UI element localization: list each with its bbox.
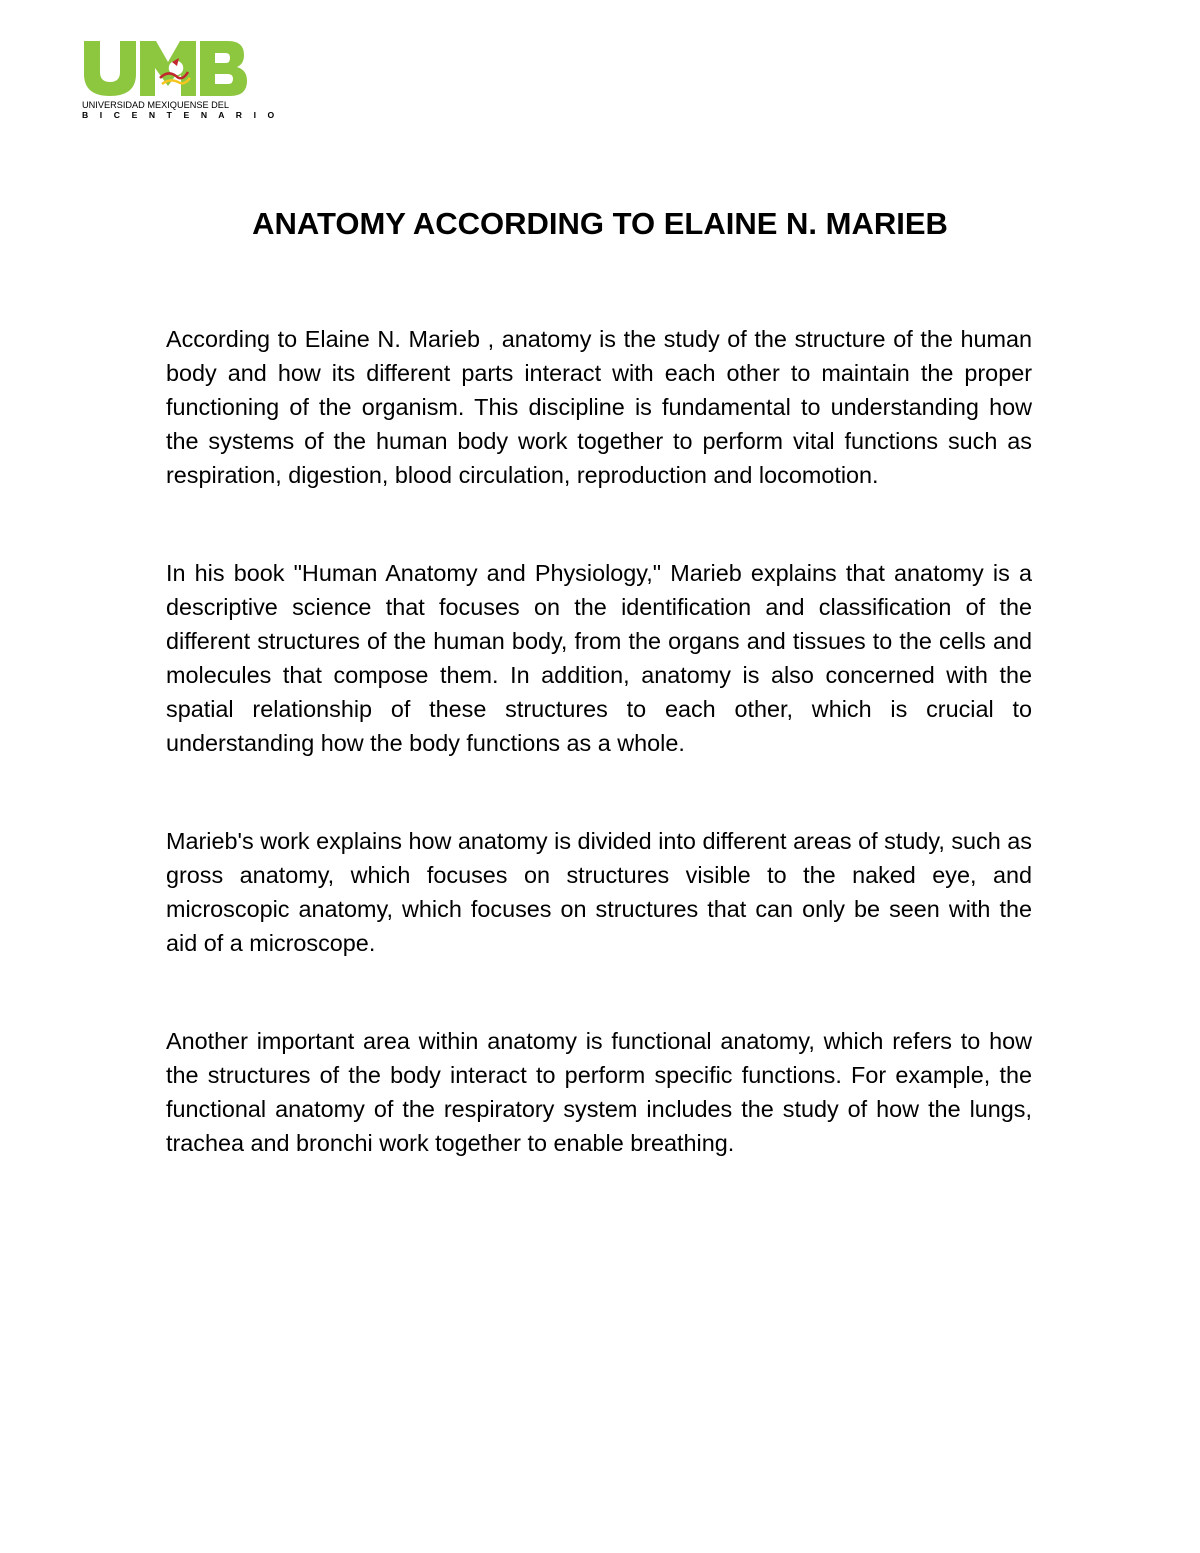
logo-letter-u	[84, 41, 136, 96]
logo-caption-line2: B I C E N T E N A R I O	[82, 110, 279, 120]
paragraph-4: Another important area within anatomy is functional anatomy, which refers to how the structures of the body interact to perform specific functions. For example, the functional anatomy of the respiratory system includes the study of how the lungs, trachea and bronchi work together to enable breathing.	[166, 1028, 1032, 1156]
document-body	[166, 322, 1032, 1160]
logo-letter-b	[200, 41, 247, 96]
logo-caption-line1: UNIVERSIDAD MEXIQUENSE DEL	[82, 100, 230, 110]
umb-logo-graphic	[80, 38, 279, 120]
paragraph-2: In his book "Human Anatomy and Physiology," Marieb explains that anatomy is a descriptive science that focuses on the identification and classification of the different structures of the human body, from the organs and tissues to the cells and molecules that compose them. In addition, anatomy is also concerned with the spatial relationship of these structures to each other, which is crucial to understanding how the body functions as a whole.	[166, 560, 1032, 756]
paragraph-1: According to Elaine N. Marieb , anatomy is the study of the structure of the human body and how its different parts interact with each other to maintain the proper functioning of the organism. This discipline is fundamental to understanding how the systems of the human body work together to perform vital functions such as respiration, digestion, blood circulation, reproduction and locomotion.	[166, 326, 1032, 488]
document-title: ANATOMY ACCORDING TO ELAINE N. MARIEB	[252, 206, 948, 241]
university-logo	[80, 38, 279, 120]
paragraph-3: Marieb's work explains how anatomy is divided into different areas of study, such as gross anatomy, which focuses on structures visible to the naked eye, and microscopic anatomy, which focuses on structures that can only be seen with the aid of a microscope.	[166, 828, 1032, 956]
